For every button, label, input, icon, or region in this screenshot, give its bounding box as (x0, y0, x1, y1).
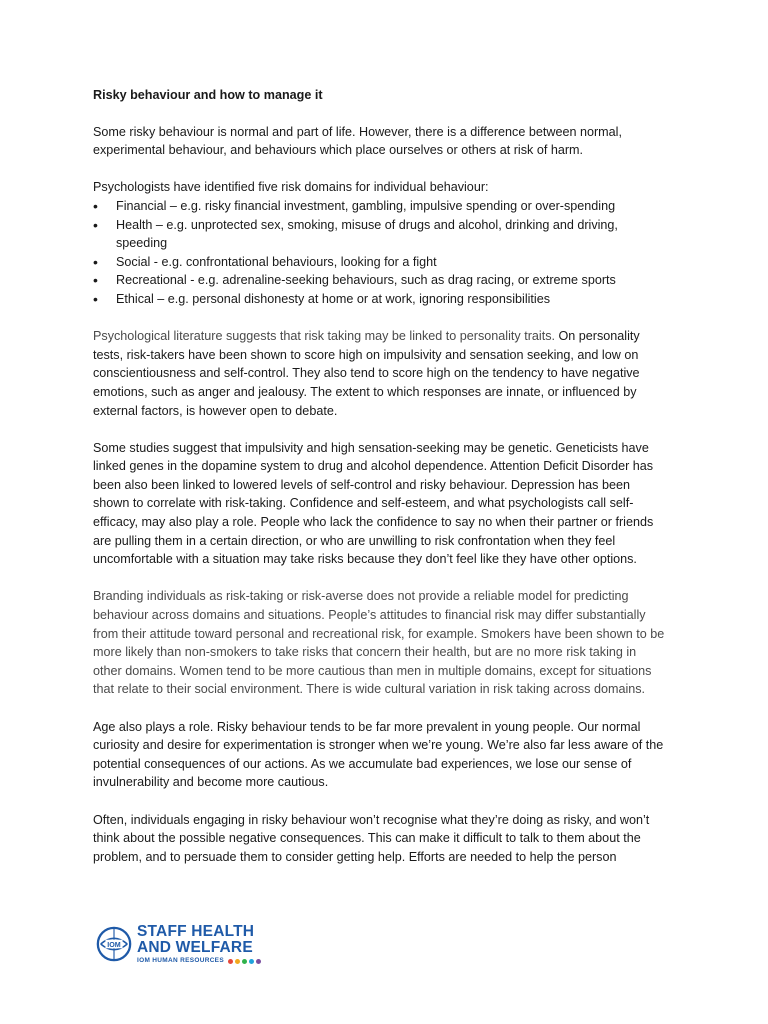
list-item: • Health – e.g. unprotected sex, smoking, misuse of drugs and alcohol, drinking and driving, speeding (93, 216, 668, 253)
logo-dot-1 (235, 959, 240, 964)
logo-dot-4 (256, 959, 261, 964)
logo-dots (228, 959, 263, 964)
branding-paragraph: Branding individuals as risk-taking or risk-averse does not provide a reliable model for predicting behaviour across domains and situations. People’s attitudes to financial risk may differ substantially from their attitude toward personal and recreational risk, for example. Smokers have been shown to be more likely than non-smokers to take risks that concern their health, but are no more risk taking in other domains. Women tend to be more cautious than men in multiple domains, except for situations that relate to their social environment. There is wide cultural variation in risk taking across domains. (93, 589, 665, 697)
list-item: • Financial – e.g. risky financial investment, gambling, impulsive spending or over-spending (93, 197, 668, 216)
document-title: Risky behaviour and how to manage it (93, 88, 323, 102)
iom-emblem-icon (95, 925, 133, 963)
intro-paragraph: Some risky behaviour is normal and part of life. However, there is a difference between normal, experimental behaviour, and behaviours which place ourselves or others at risk of harm. (93, 124, 622, 158)
logo-line1: STAFF HEALTH (137, 922, 255, 940)
staff-health-welfare-logo (95, 924, 265, 964)
logo-line2: AND WELFARE (137, 939, 253, 957)
logo-dot-2 (242, 959, 247, 964)
list-item: • Ethical – e.g. personal dishonesty at home or at work, ignoring responsibilities (93, 290, 668, 309)
personality-paragraph (93, 327, 668, 420)
genetics-paragraph: Some studies suggest that impulsivity and high sensation-seeking may be genetic. Geneticists have linked genes in the dopamine system to drug and alcohol dependence. Attention Deficit Disorder has been also been linked to lowered levels of self-control and risky behaviour. Depression has been shown to correlate with risk-taking. Confidence and self-esteem, and what psychologists call self-efficacy, may also play a role. People who lack the confidence to say no when their partner or friends are pulling them in a certain direction, or who are unwilling to risk confrontation when they feel uncomfortable with a situation may take risks because they don’t feel like they have other options. (93, 440, 654, 567)
personality-lead-sentence: Psychological literature suggests that risk taking may be linked to personality traits. (93, 329, 555, 344)
logo-sub-row (137, 958, 263, 965)
risk-domains-intro: Psychologists have identified five risk domains for individual behaviour: (93, 180, 489, 195)
risk-domains-list (93, 197, 668, 309)
personality-rest: On personality tests, risk-takers have been shown to score high on impulsivity and sensation seeking, and low on conscientiousness and self-control. They also tend to score high on the tendency to have negative emotions, such as anger and jealousy. The extent to which responses are innate, or influenced by external factors, is however open to debate. (93, 329, 640, 418)
logo-dot-3 (249, 959, 254, 964)
often-paragraph: Often, individuals engaging in risky behaviour won’t recognise what they’re doing as risky, and won’t think about the possible negative consequences. This can make it difficult to talk to them about the problem, and to persuade them to consider getting help. Efforts are needed to help the person (93, 812, 650, 864)
logo-wordmark (137, 924, 263, 965)
logo-emblem-text: IOM (107, 940, 121, 949)
list-item: • Social - e.g. confrontational behaviours, looking for a fight (93, 253, 668, 272)
age-paragraph: Age also plays a role. Risky behaviour tends to be far more prevalent in young people. Our normal curiosity and desire for experimentation is stronger when we’re young. We’re also far less aware of the potential consequences of our actions. As we accumulate bad experiences, we lose our sense of invulnerability and become more cautious. (93, 719, 664, 790)
logo-dot-0 (228, 959, 233, 964)
list-item: • Recreational - e.g. adrenaline-seeking behaviours, such as drag racing, or extreme sports (93, 271, 668, 290)
logo-subtitle: IOM HUMAN RESOURCES (137, 956, 224, 964)
